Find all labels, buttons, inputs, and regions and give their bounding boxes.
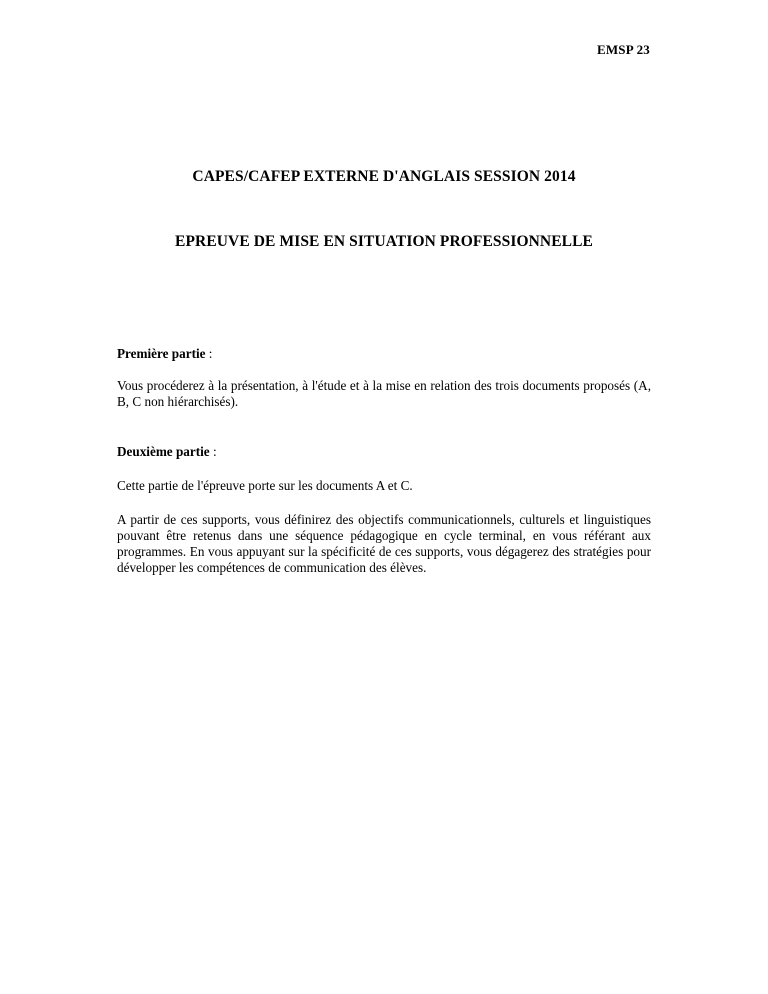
part2-heading (117, 444, 651, 460)
part1-body (117, 378, 651, 410)
exam-title: CAPES/CAFEP EXTERNE D'ANGLAIS SESSION 2014 (192, 168, 576, 185)
document-code: EMSP 23 (596, 42, 650, 57)
part2-colon: : (209, 444, 217, 459)
part2-body-intro (117, 478, 651, 494)
part2-paragraph-2: A partir de ces supports, vous définirez des objectifs communicationnels, culturels et linguistiques pouvant être retenus dans une séquence pédagogique en cycle terminal, en vous référant aux programmes. En vous appuyant sur la spécificité de ces supports, vous dégagerez des stratégies pour développer les compétences de communication des élèves. (117, 512, 651, 575)
part1-paragraph: Vous procéderez à la présentation, à l'étude et à la mise en relation des trois documents proposés (A, B, C non hiérarchisés). (117, 378, 651, 409)
part2-label: Deuxième partie (117, 444, 210, 459)
epreuve-title: EPREUVE DE MISE EN SITUATION PROFESSIONNELLE (175, 233, 593, 250)
part1-heading (117, 346, 651, 362)
part2-paragraph-1: Cette partie de l'épreuve porte sur les documents A et C. (117, 478, 413, 493)
part2-body-main (117, 512, 651, 576)
part1-colon: : (205, 346, 213, 361)
part1-label: Première partie (117, 346, 206, 361)
